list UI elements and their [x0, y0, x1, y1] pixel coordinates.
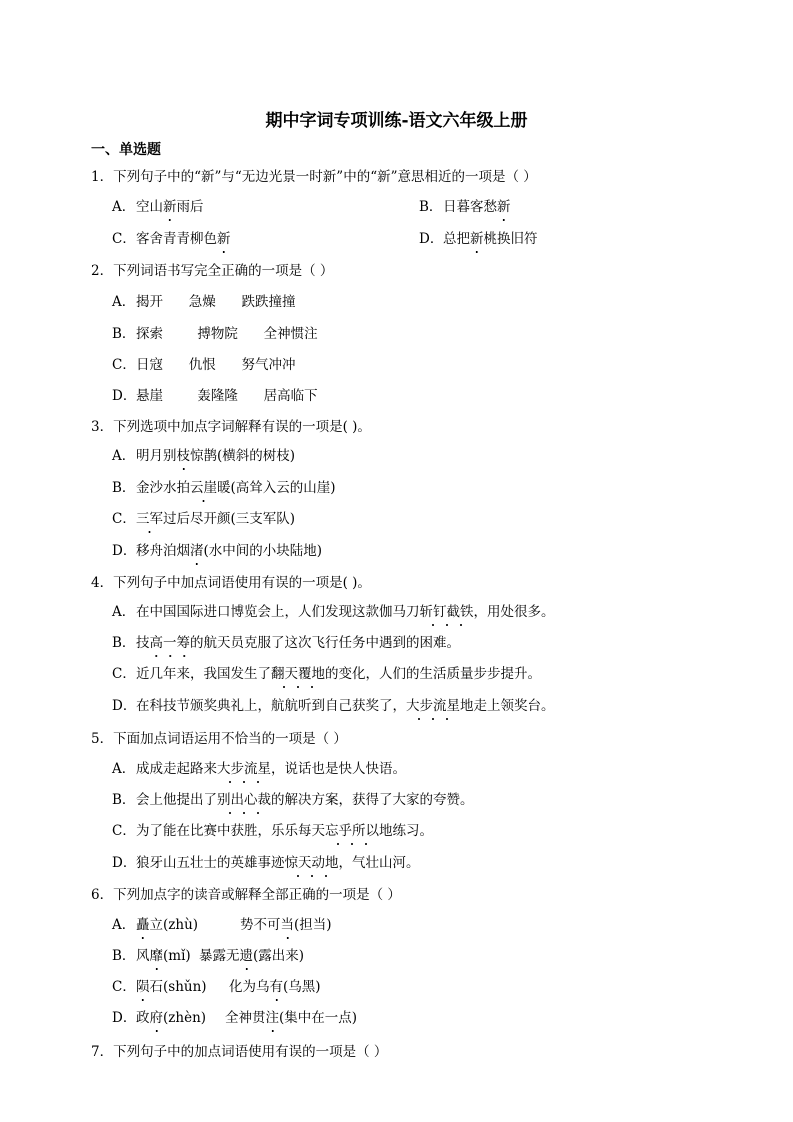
option-text: 暖(高耸入云的山崖)	[217, 480, 336, 496]
option-text: 客舍青青柳色	[136, 231, 217, 247]
dotted-mark: 新	[163, 199, 177, 215]
question-3-stem: 3．下列选项中加点字词解释有误的一项是( )。	[91, 419, 371, 435]
dotted-mark: 有	[269, 979, 283, 995]
dotted-mark: 翻天覆地	[271, 666, 325, 682]
option-text: 过后尽开颜(三支军队)	[163, 511, 296, 527]
option-text: 的解决方案，获得了大家的夸赞。	[271, 792, 474, 808]
question-3-option-d[interactable]	[112, 539, 322, 559]
option-letter: B．	[419, 199, 443, 215]
question-1-option-c[interactable]	[112, 227, 231, 247]
option-letter: A．	[112, 448, 136, 464]
question-4-stem: 4．下列句子中加点词语使用有误的一项是( )。	[91, 575, 371, 591]
dotted-mark: 惊天动地	[284, 855, 339, 871]
question-7-stem: 7．下列句子中的加点词语使用有误的一项是（ ）	[91, 1044, 388, 1060]
option-letter: B．	[112, 326, 136, 342]
question-1-stem: 1．下列句子中的“新”与“无边光景一时新”中的“新”意思相近的一项是（ ）	[91, 169, 537, 185]
dotted-mark: 别出心裁	[217, 792, 271, 808]
option-letter: D．	[419, 231, 444, 247]
dotted-mark: 高一筹	[149, 635, 190, 651]
option-letter: A．	[112, 294, 136, 310]
option-part-2	[240, 917, 332, 933]
option-text: 在科技节颁奖典礼上，航航听到自己获奖了，	[136, 698, 406, 714]
option-text: ，说话也是快人快语。	[271, 761, 406, 777]
option-text: (mǐ)	[163, 948, 191, 964]
option-letter: A．	[112, 199, 136, 215]
option-text: (集中在一点)	[279, 1010, 358, 1026]
option-letter: D．	[112, 698, 137, 714]
question-6-option-d[interactable]	[112, 1006, 357, 1026]
question-2-option-a[interactable]	[112, 290, 296, 310]
option-text: 近几年来，我国发生了	[136, 666, 271, 682]
dotted-mark: 大步流星	[217, 761, 271, 777]
option-text: (担当)	[294, 917, 332, 933]
option-text: 悬崖 轰隆隆 居高临下	[136, 388, 318, 404]
option-text: 揭开 急燥 跌跌撞撞	[136, 294, 296, 310]
option-letter: B．	[112, 635, 136, 651]
option-letter: D．	[112, 543, 137, 559]
option-letter: B．	[112, 948, 136, 964]
option-text: 立(zhù)	[149, 917, 199, 933]
option-text: 日寇 仇恨 努气冲冲	[136, 357, 296, 373]
question-6-option-b[interactable]	[112, 944, 304, 964]
option-part-2	[199, 948, 304, 964]
option-text: 势不可	[240, 917, 281, 933]
option-text: 日暮客愁	[443, 199, 497, 215]
option-letter: C．	[112, 823, 136, 839]
dotted-mark: 靡	[149, 948, 163, 964]
option-text: 在中国国际进口博览会上，人们发现这款伽马刀	[136, 604, 420, 620]
option-letter: B．	[112, 480, 136, 496]
question-5-option-d[interactable]	[112, 851, 420, 871]
dotted-mark: 三军	[136, 511, 163, 527]
option-letter: D．	[112, 855, 137, 871]
option-part-1	[136, 975, 229, 995]
question-4-option-c[interactable]	[112, 662, 541, 682]
question-2-option-d[interactable]	[112, 384, 318, 404]
question-5-stem: 5．下面加点词语运用不恰当的一项是（ ）	[91, 731, 347, 747]
question-1-option-a[interactable]	[112, 195, 204, 215]
option-letter: A．	[112, 604, 136, 620]
question-1-option-b[interactable]	[419, 195, 511, 215]
dotted-mark: 陨	[136, 979, 150, 995]
question-1-option-d[interactable]	[419, 227, 538, 247]
dotted-mark: 矗	[136, 917, 150, 933]
option-part-1	[136, 913, 240, 933]
option-text: 暴露无	[199, 948, 240, 964]
option-text: 地练习。	[379, 823, 433, 839]
question-5-option-b[interactable]	[112, 788, 474, 808]
dotted-mark: 新	[217, 231, 231, 247]
option-text: ，用处很多。	[473, 604, 555, 620]
question-6-option-c[interactable]	[112, 975, 321, 995]
question-5-option-a[interactable]	[112, 757, 406, 777]
option-text: 化为乌	[229, 979, 270, 995]
option-letter: C．	[112, 357, 136, 373]
option-text: 空山	[136, 199, 163, 215]
option-text: 风	[136, 948, 150, 964]
question-6-option-a[interactable]	[112, 913, 332, 933]
option-text: 石(shǔn)	[149, 979, 207, 995]
dotted-mark: 渚	[190, 543, 204, 559]
option-part-1	[136, 944, 199, 964]
question-4-option-a[interactable]	[112, 600, 555, 620]
question-3-option-b[interactable]	[112, 476, 336, 496]
option-text: 的变化，人们的生活质量步步提升。	[325, 666, 541, 682]
option-letter: C．	[112, 511, 136, 527]
option-text: 探索 搏物院 全神惯注	[136, 326, 318, 342]
option-text: 狼牙山五壮士的英雄事迹	[136, 855, 285, 871]
option-text: 全神贯	[225, 1010, 266, 1026]
question-2-option-c[interactable]	[112, 353, 296, 373]
option-text: 惊鹊(横斜的树枝)	[190, 448, 296, 464]
option-letter: C．	[112, 979, 136, 995]
option-text: 总把	[443, 231, 470, 247]
option-letter: C．	[112, 231, 136, 247]
option-text: (zhèn)	[163, 1010, 207, 1026]
dotted-mark: 枝	[176, 448, 190, 464]
question-2-stem: 2．下列词语书写完全正确的一项是（ ）	[91, 263, 334, 279]
option-text: 明月别	[136, 448, 177, 464]
dotted-mark: 遗	[239, 948, 253, 964]
section-heading: 一、单选题	[91, 142, 161, 158]
option-letter: A．	[112, 761, 136, 777]
option-part-2	[225, 1010, 357, 1026]
option-text: 成成走起路来	[136, 761, 217, 777]
option-text: 金沙水拍	[136, 480, 190, 496]
page-title: 期中字词专项训练-语文六年级上册	[265, 111, 528, 131]
option-text: 移舟泊烟	[136, 543, 190, 559]
option-letter: A．	[112, 917, 136, 933]
question-6-stem: 6．下列加点字的读音或解释全部正确的一项是（ ）	[91, 887, 401, 903]
option-text: (露出来)	[253, 948, 305, 964]
option-text: ，气壮山河。	[338, 855, 420, 871]
option-text: 地走上领奖台。	[460, 698, 555, 714]
option-letter: D．	[112, 388, 137, 404]
dotted-mark: 新	[497, 199, 511, 215]
question-3-option-a[interactable]	[112, 444, 295, 464]
option-text: 为了能在比赛中获胜，乐乐每天	[136, 823, 325, 839]
option-part-1	[136, 1006, 225, 1026]
option-letter: C．	[112, 666, 136, 682]
dotted-mark: 当	[280, 917, 294, 933]
dotted-mark: 府	[149, 1010, 163, 1026]
option-text: (水中间的小块陆地)	[203, 543, 323, 559]
dotted-mark: 新	[470, 231, 484, 247]
option-text: 桃换旧符	[483, 231, 538, 247]
dotted-mark: 云崖	[190, 480, 217, 496]
option-text: (乌黑)	[283, 979, 321, 995]
question-4-option-b[interactable]	[112, 631, 460, 651]
question-2-option-b[interactable]	[112, 322, 318, 342]
dotted-mark: 大步流星	[406, 698, 460, 714]
option-text: 会上他提出了	[136, 792, 217, 808]
option-text: 雨后	[176, 199, 204, 215]
option-text: 政	[136, 1010, 150, 1026]
option-part-2	[229, 979, 321, 995]
question-3-option-c[interactable]	[112, 507, 295, 527]
dotted-mark: 忘乎所以	[325, 823, 379, 839]
option-letter: D．	[112, 1010, 137, 1026]
option-text: 技	[136, 635, 150, 651]
option-letter: B．	[112, 792, 136, 808]
option-text: 的航天员克服了这次飞行任务中遇到的困难。	[190, 635, 460, 651]
dotted-mark: 斩钉截铁	[419, 604, 474, 620]
question-5-option-c[interactable]	[112, 819, 433, 839]
question-4-option-d[interactable]	[112, 694, 555, 714]
dotted-mark: 注	[265, 1010, 279, 1026]
